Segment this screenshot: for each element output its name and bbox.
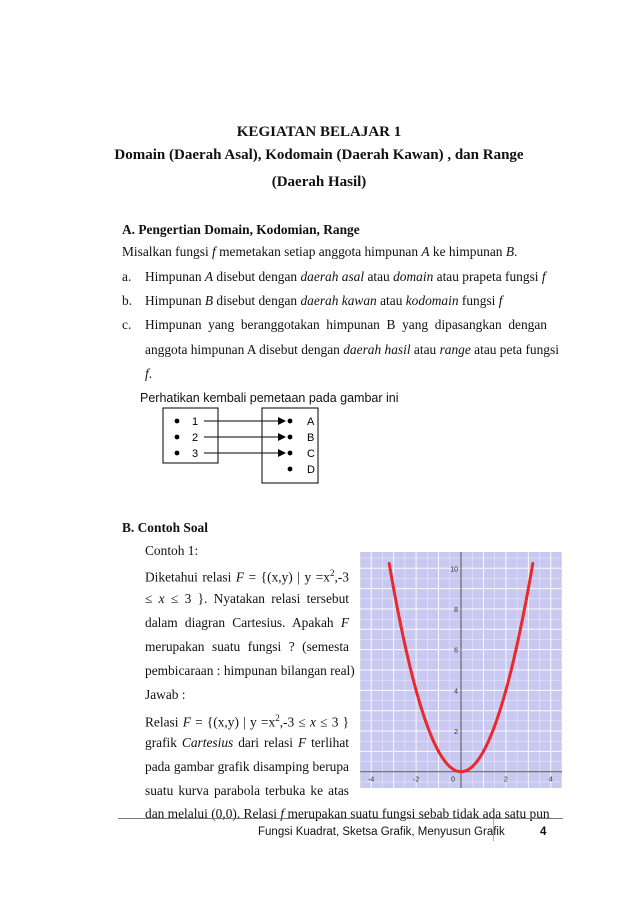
x-tick-label: 0 (451, 776, 455, 784)
list-marker-b: b. (122, 293, 133, 308)
answer-line3: pada gambar grafik disamping berupa (145, 759, 349, 774)
question-line3: dalam diagran Cartesius. Apakah F (145, 615, 349, 630)
domain-label: 2 (192, 432, 199, 444)
y-tick-label: 8 (454, 606, 458, 614)
domain-label: 3 (192, 448, 199, 460)
codomain-label: D (307, 464, 315, 476)
domain-dot (175, 419, 180, 424)
domain-label: 1 (192, 416, 199, 428)
mapping-diagram (150, 405, 350, 485)
y-tick-label: 2 (454, 729, 458, 737)
codomain-label: A (307, 416, 315, 428)
list-item-b: Himpunan B disebut dengan daerah kawan atau kodomain fungsi f (145, 293, 503, 308)
list-marker-c: c. (122, 317, 132, 332)
section-a-heading: A. Pengertian Domain, Kodomian, Range (122, 222, 360, 237)
y-tick-label: 6 (454, 647, 458, 655)
list-item-c-line2: anggota himpunan A disebut dengan daerah hasil atau range atau peta fungsi (145, 342, 559, 357)
x-tick-label: -2 (412, 776, 420, 784)
question-line4: merupakan suatu fungsi ? (semesta (145, 639, 349, 654)
page-title-line2: (Daerah Hasil) (271, 174, 367, 190)
answer-line1: Relasi F = {(x,y) | $y =x^2,-3 \le x \le 3$ } (145, 713, 350, 730)
footer-page-box (493, 819, 564, 841)
codomain-dot (288, 435, 293, 440)
question-line2: ≤ x ≤ 3 }. Nyatakan relasi tersebut (145, 591, 349, 606)
x-tick-label: 4 (548, 776, 553, 784)
y-tick-label: 4 (454, 688, 458, 696)
question-line5: pembicaraan : himpunan bilangan real) (145, 663, 355, 678)
codomain-dot (288, 419, 293, 424)
answer-line2: grafik Cartesius dari relasi F terlihat (145, 735, 349, 750)
intro-paragraph: Misalkan fungsi f memetakan setiap anggota himpunan A ke himpunan B. (122, 244, 518, 259)
parabola-graph (360, 552, 562, 788)
x-tick-label: -4 (368, 776, 375, 784)
domain-set-box (163, 408, 218, 463)
domain-dot (175, 435, 180, 440)
question-line1: Diketahui relasi F = {(x,y) | $y =x^2,-3$ (145, 568, 350, 585)
list-marker-a: a. (122, 269, 132, 284)
list-item-a: Himpunan A disebut dengan daerah asal atau domain atau prapeta fungsi f (145, 269, 546, 284)
list-item-c-line3: f. (145, 366, 153, 381)
mapping-caption: Perhatikan kembali pemetaan pada gambar ini (140, 391, 399, 405)
x-tick-label: 2 (503, 776, 508, 784)
codomain-dot (288, 451, 293, 456)
answer-label: Jawab : (145, 687, 186, 702)
codomain-dot (288, 467, 293, 472)
codomain-label: C (307, 448, 315, 460)
codomain-label: B (307, 432, 315, 444)
answer-line5: dan melalui (0,0). Relasi f merupakan suatu fungsi sebab tidak ada satu pun (145, 806, 550, 821)
answer-line4: suatu kurva parabola terbuka ke atas (145, 783, 349, 798)
example-label: Contoh 1: (145, 543, 199, 558)
activity-heading: KEGIATAN BELAJAR 1 (236, 124, 402, 140)
page-number: 4 (540, 826, 547, 838)
y-tick-label: 10 (450, 566, 458, 574)
footer-text: Fungsi Kuadrat, Sketsa Grafik, Menyusun Grafik (258, 826, 505, 838)
domain-dot (175, 451, 180, 456)
page-title-line1: Domain (Daerah Asal), Kodomain (Daerah Kawan) , dan Range (114, 147, 524, 163)
section-b-heading: B. Contoh Soal (122, 520, 208, 535)
list-item-c-line1: Himpunan yang beranggotakan himpunan B yang dipasangkan dengan (145, 317, 547, 332)
